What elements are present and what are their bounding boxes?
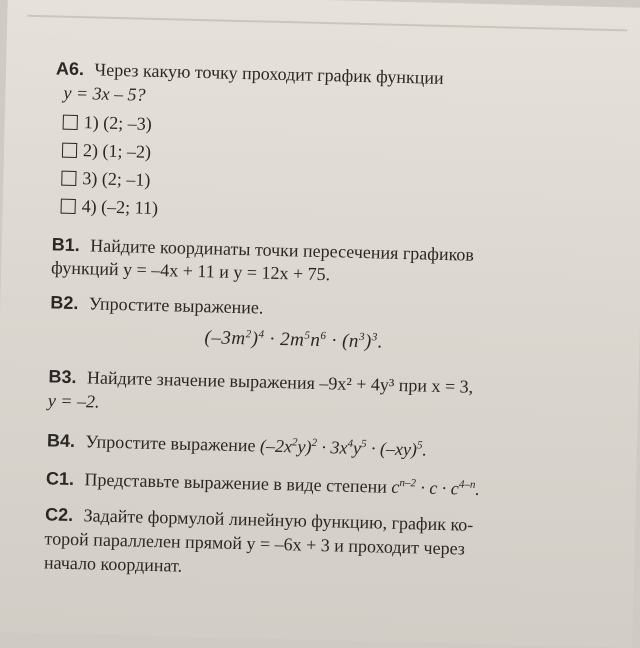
checkbox-icon[interactable] <box>61 198 76 213</box>
question-text: Через какую точку проходит график функции <box>94 59 444 88</box>
question-b4 <box>47 425 612 466</box>
option-label: 2) (1; –2) <box>82 140 152 162</box>
answer-option-1[interactable] <box>63 111 152 135</box>
checkbox-icon[interactable] <box>61 170 76 185</box>
question-number: А6. <box>55 58 85 80</box>
answer-option-4[interactable] <box>60 195 158 219</box>
checkbox-icon[interactable] <box>63 114 78 129</box>
question-number: В3. <box>48 366 77 388</box>
question-c2-line3: начало координат. <box>43 552 183 576</box>
question-text: Упростите выражение. <box>88 293 264 318</box>
question-text-line1: Найдите значение выражения –9x² + 4y³ при x = 3, <box>86 367 474 397</box>
question-number: В4. <box>46 430 76 452</box>
question-number: В1. <box>51 234 81 256</box>
question-b1-line2: функций y = –4x + 11 и y = 12x + 75. <box>50 257 331 285</box>
option-label: 3) (2; –1) <box>82 168 151 190</box>
question-c1 <box>46 463 611 504</box>
b4-expression: $(-2x^2y)^2 \cdot 3x^4y^5 \cdot (-xy)^5$. <box>259 435 428 460</box>
b2-expression: $(-3m^2)^4 \cdot 2m^5n^6 \cdot (n^3)^3$. <box>204 327 384 353</box>
question-c2-line2: торой параллелен прямой y = –6x + 3 и проходит через <box>44 528 466 559</box>
option-label: 4) (–2; 11) <box>81 196 159 219</box>
answer-option-2[interactable] <box>62 139 151 163</box>
c1-expression: $c^{n-2} \cdot c \cdot c^{4-n}$. <box>391 476 481 499</box>
question-text: Представьте выражение в виде степени <box>84 469 388 497</box>
option-label: 1) (2; –3) <box>83 112 152 134</box>
question-b3-line2: y = –2. <box>47 390 100 412</box>
page-edge-line <box>27 0 627 31</box>
question-number: С1. <box>45 468 75 490</box>
checkbox-icon[interactable] <box>62 142 77 157</box>
question-text-line1: Найдите координаты точки пересечения графиков <box>90 235 475 265</box>
question-text-line1: Задайте формулой линейную функцию, график ко- <box>83 505 474 535</box>
question-b2 <box>50 291 615 328</box>
question-text: Упростите выражение <box>85 431 256 456</box>
question-a6-formula: y = 3x – 5? <box>63 82 146 105</box>
question-number: С2. <box>44 504 74 526</box>
question-number: В2. <box>50 292 79 314</box>
answer-option-3[interactable] <box>61 167 150 191</box>
